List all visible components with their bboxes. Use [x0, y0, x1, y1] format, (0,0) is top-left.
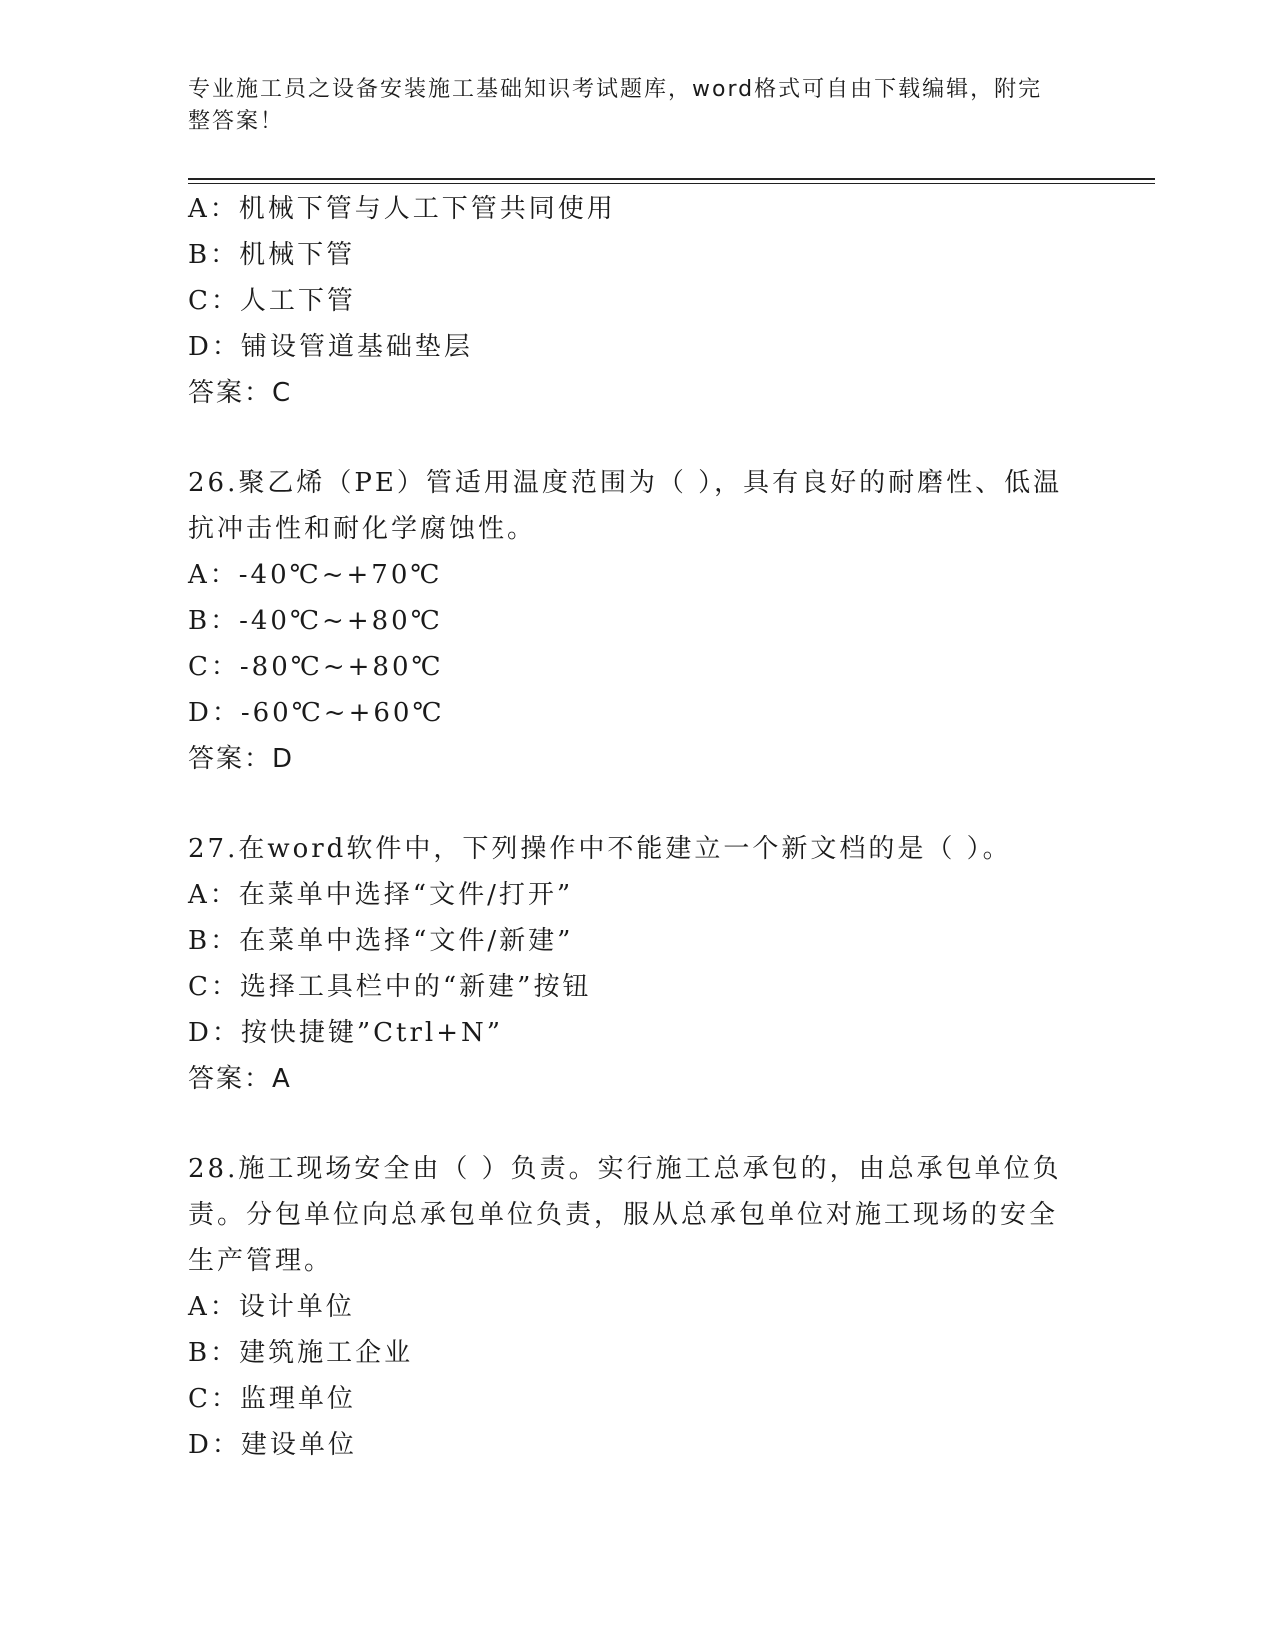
answer: 答案：D: [188, 744, 295, 774]
option-a: A：在菜单中选择“文件/打开”: [188, 880, 574, 910]
question-28: [188, 1146, 1068, 1468]
option-b: B：机械下管: [188, 240, 356, 270]
header-divider: [188, 178, 1155, 184]
document-header: [188, 74, 1068, 138]
option-a: A：机械下管与人工下管共同使用: [188, 194, 616, 224]
option-a: A：-40℃~+70℃: [188, 560, 443, 590]
question-list: [188, 186, 1068, 1468]
question-stem-line-1: 27.在word软件中，下列操作中不能建立一个新文档的是（ ）。: [188, 834, 1012, 864]
question-27: [188, 826, 1068, 1102]
option-c: C：人工下管: [188, 286, 356, 316]
option-d: D：按快捷键”Ctrl+N”: [188, 1018, 504, 1048]
option-a: A：设计单位: [188, 1292, 355, 1322]
option-c: C：选择工具栏中的“新建”按钮: [188, 972, 592, 1002]
option-c: C：监理单位: [188, 1384, 356, 1414]
question-stem-line-1: 26.聚乙烯（PE）管适用温度范围为（ ），具有良好的耐磨性、低温: [188, 468, 1063, 498]
question-26: [188, 460, 1068, 782]
question-stem-line-2: 抗冲击性和耐化学腐蚀性。: [188, 514, 537, 544]
header-line-1: 专业施工员之设备安装施工基础知识考试题库，word格式可自由下载编辑，附完: [188, 77, 1043, 102]
option-d: D：-60℃~+60℃: [188, 698, 445, 728]
question-stem-line-3: 生产管理。: [188, 1246, 334, 1276]
header-line-2: 整答案！: [188, 109, 285, 134]
option-c: C：-80℃~+80℃: [188, 652, 444, 682]
answer: 答案：A: [188, 1064, 292, 1094]
option-b: B：-40℃~+80℃: [188, 606, 443, 636]
question-25: [188, 186, 1068, 416]
question-stem-line-2: 责。分包单位向总承包单位负责，服从总承包单位对施工现场的安全: [188, 1200, 1059, 1230]
option-b: B：建筑施工企业: [188, 1338, 414, 1368]
option-d: D：建设单位: [188, 1430, 357, 1460]
option-d: D：铺设管道基础垫层: [188, 332, 473, 362]
answer: 答案：C: [188, 378, 293, 408]
option-b: B：在菜单中选择“文件/新建”: [188, 926, 574, 956]
question-stem-line-1: 28.施工现场安全由（ ）负责。实行施工总承包的，由总承包单位负: [188, 1154, 1062, 1184]
